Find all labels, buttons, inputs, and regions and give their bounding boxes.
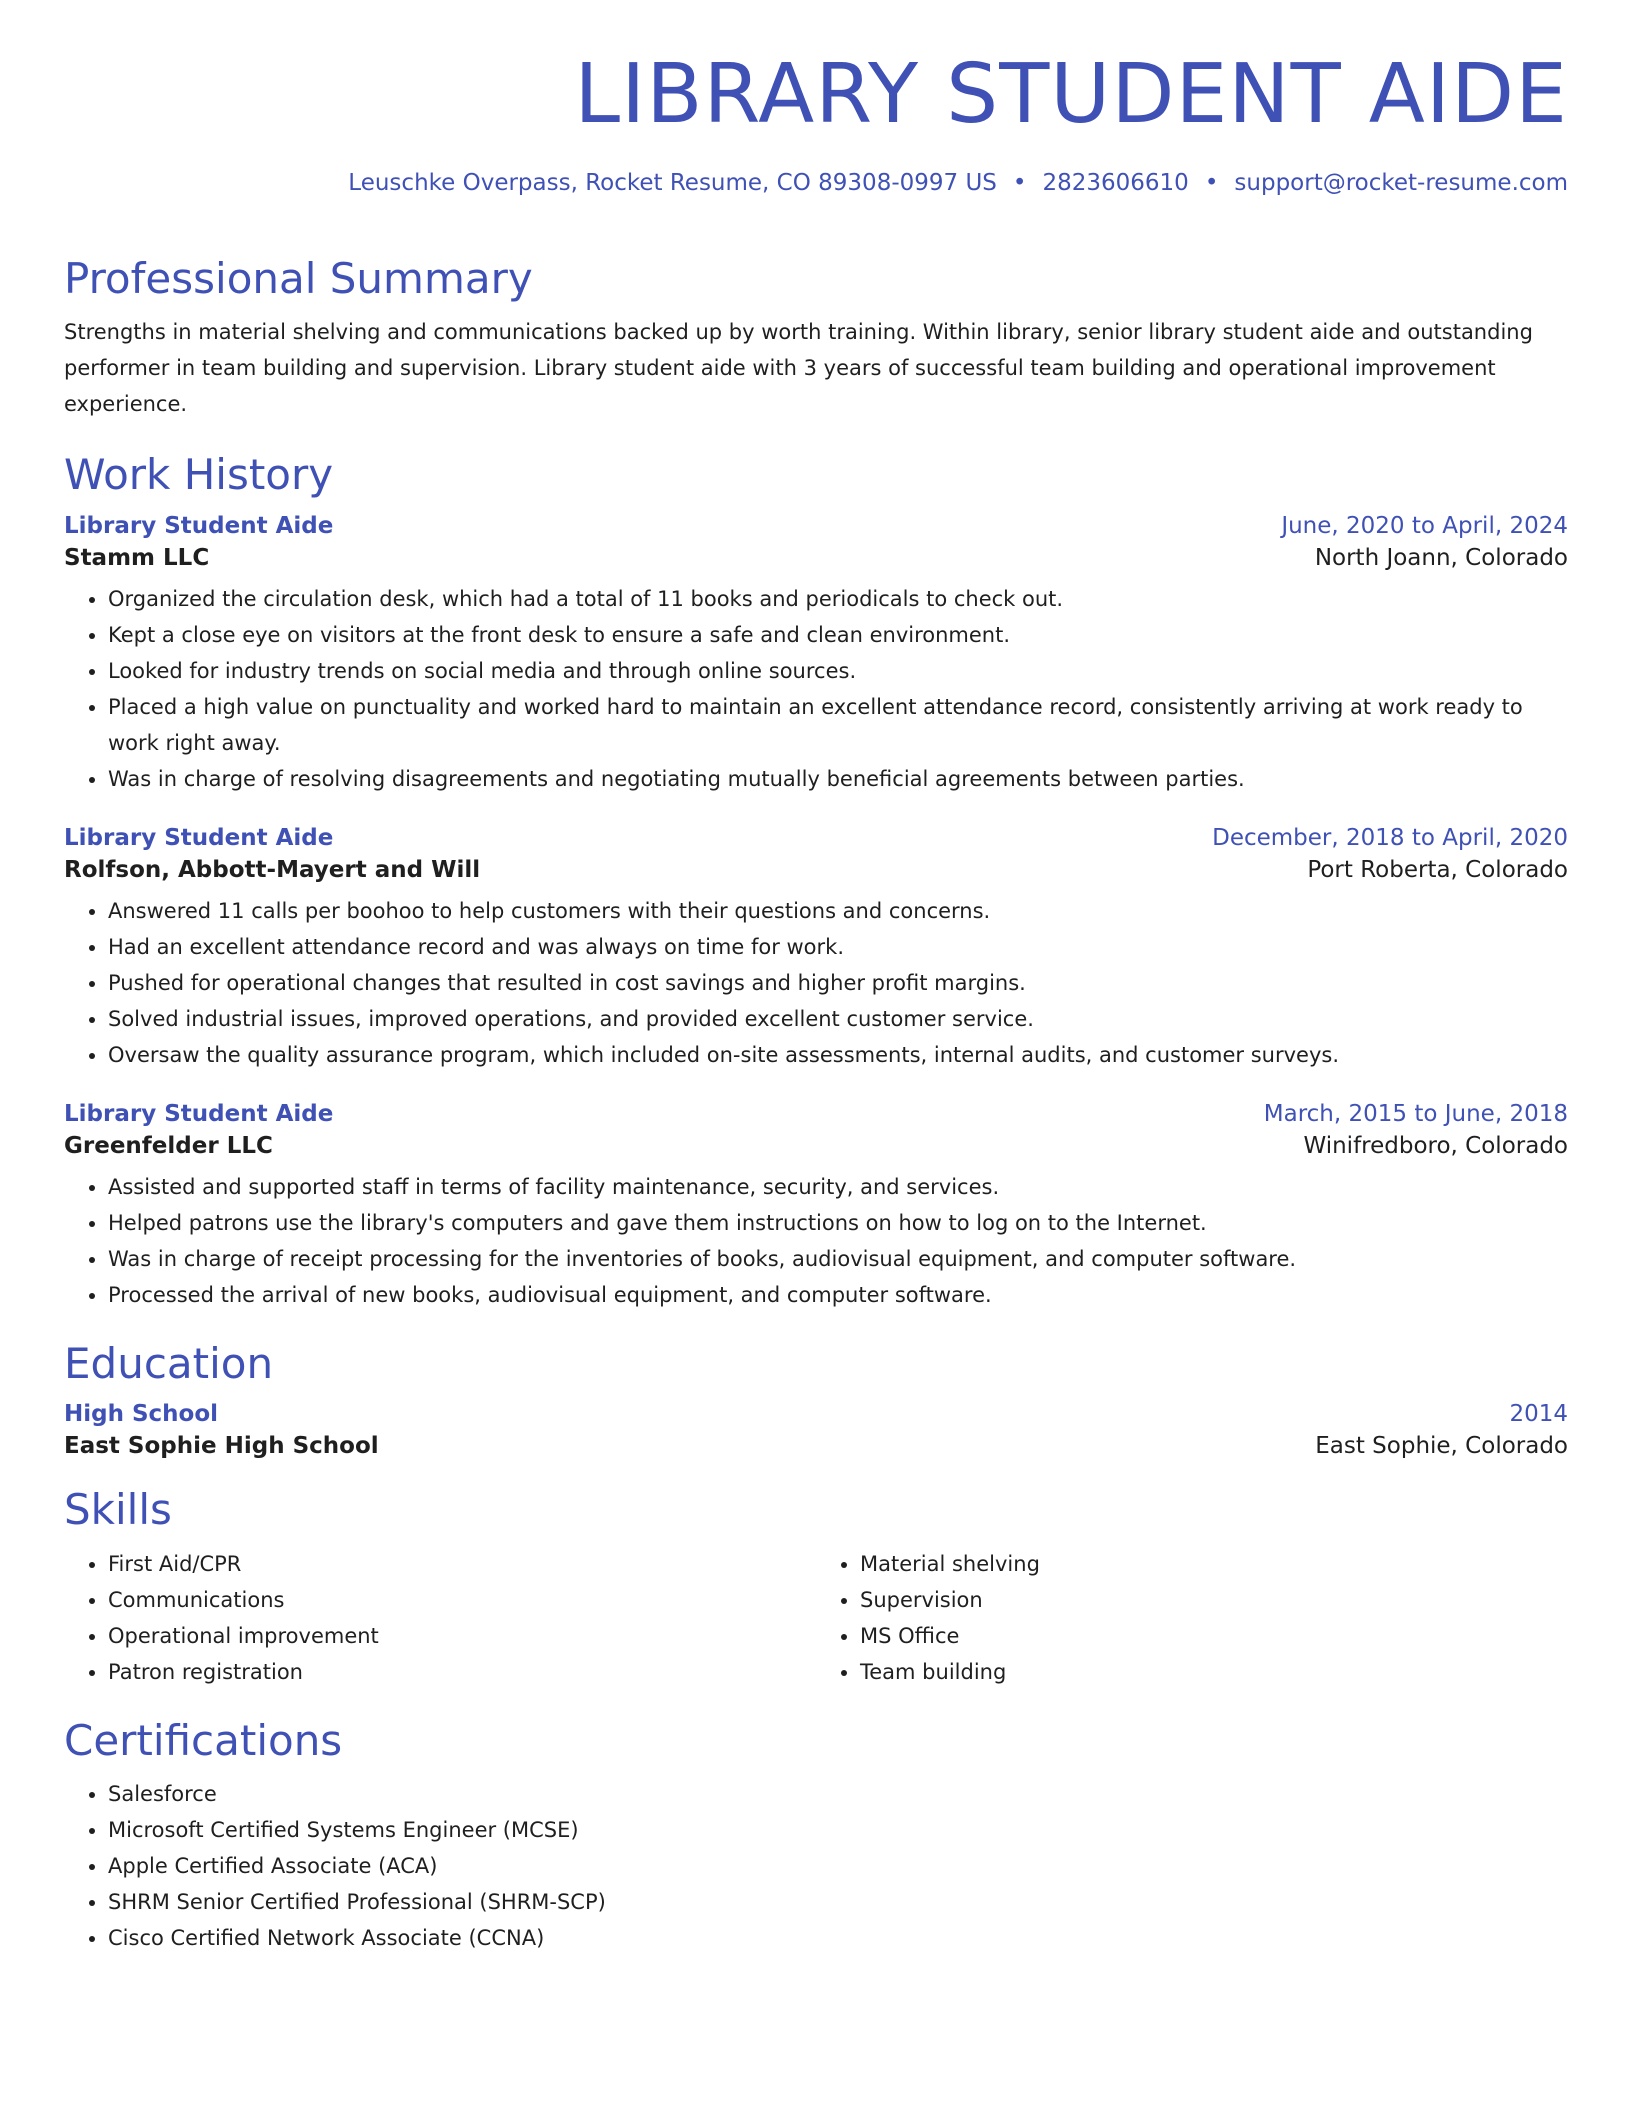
section-title-work-history: Work History <box>64 450 334 500</box>
education-location: East Sophie, Colorado <box>1315 1433 1568 1460</box>
education-year: 2014 <box>1509 1401 1568 1428</box>
list-item: • Material shelving <box>860 1546 1568 1582</box>
section-title-skills: Skills <box>64 1485 172 1535</box>
list-item: • Apple Certified Associate (ACA) <box>108 1848 1568 1884</box>
education-school: East Sophie High School <box>64 1433 379 1460</box>
list-item: • Operational improvement <box>108 1618 816 1654</box>
list-item: • Solved industrial issues, improved operations, and provided excellent customer service. <box>108 1001 1568 1037</box>
job-bullets <box>64 581 1568 797</box>
list-item: • Organized the circulation desk, which had a total of 11 books and periodicals to check out. <box>108 581 1568 617</box>
job-entry <box>64 825 1568 1073</box>
skills-list-right <box>816 1546 1568 1690</box>
contact-phone: 2823606610 <box>1042 170 1189 197</box>
list-item: • First Aid/CPR <box>108 1546 816 1582</box>
job-role: Library Student Aide <box>64 1100 334 1127</box>
education-entry <box>64 1401 1568 1459</box>
job-bullets <box>64 893 1568 1073</box>
list-item: • SHRM Senior Certified Professional (SHRM-SCP) <box>108 1884 1568 1920</box>
contact-email[interactable]: support@rocket-resume.com <box>1234 170 1568 197</box>
contact-line <box>64 170 1568 196</box>
resume-header <box>64 0 1568 196</box>
job-company: Stamm LLC <box>64 544 210 571</box>
skills-grid <box>64 1536 1568 1690</box>
job-company: Greenfelder LLC <box>64 1132 273 1159</box>
job-entry <box>64 513 1568 797</box>
section-title-certifications: Certifications <box>64 1715 343 1765</box>
list-item: • Assisted and supported staff in terms of facility maintenance, security, and services. <box>108 1169 1568 1205</box>
contact-separator: • <box>1012 170 1027 197</box>
job-bullets <box>64 1169 1568 1313</box>
list-item: • Microsoft Certified Systems Engineer (MCSE) <box>108 1812 1568 1848</box>
job-role: Library Student Aide <box>64 512 334 539</box>
job-entry <box>64 1101 1568 1313</box>
list-item: • Supervision <box>860 1582 1568 1618</box>
summary-text: Strengths in material shelving and communications backed up by worth training. Within library, senior library student aide and outstanding performer in team building and supervision. Library student aide with 3 years of successful team building and operational improvement experience. <box>64 320 1533 417</box>
certifications-list <box>64 1776 1568 1956</box>
job-location: Winifredboro, Colorado <box>1303 1132 1568 1159</box>
section-title-summary: Professional Summary <box>64 254 533 304</box>
job-location: North Joann, Colorado <box>1314 544 1568 571</box>
section-title-education: Education <box>64 1338 274 1388</box>
list-item: • Had an excellent attendance record and was always on time for work. <box>108 929 1568 965</box>
list-item: • Pushed for operational changes that resulted in cost savings and higher profit margins. <box>108 965 1568 1001</box>
skills-list-left <box>64 1546 816 1690</box>
list-item: • Oversaw the quality assurance program, which included on-site assessments, internal audits, and customer surveys. <box>108 1037 1568 1073</box>
job-company: Rolfson, Abbott-Mayert and Will <box>64 856 481 883</box>
list-item: • Processed the arrival of new books, audiovisual equipment, and computer software. <box>108 1277 1568 1313</box>
list-item: • Cisco Certified Network Associate (CCNA) <box>108 1920 1568 1956</box>
list-item: • MS Office <box>860 1618 1568 1654</box>
candidate-name: LIBRARY STUDENT AIDE <box>574 47 1568 142</box>
list-item: • Looked for industry trends on social media and through online sources. <box>108 653 1568 689</box>
job-dates: June, 2020 to April, 2024 <box>1281 512 1568 539</box>
list-item: • Was in charge of receipt processing for the inventories of books, audiovisual equipment, and computer software. <box>108 1241 1568 1277</box>
list-item: • Salesforce <box>108 1776 1568 1812</box>
job-dates: March, 2015 to June, 2018 <box>1263 1100 1568 1127</box>
contact-address: Leuschke Overpass, Rocket Resume, CO 89308-0997 US <box>348 170 997 197</box>
list-item: • Was in charge of resolving disagreements and negotiating mutually beneficial agreements between parties. <box>108 761 1568 797</box>
contact-separator: • <box>1204 170 1219 197</box>
job-role: Library Student Aide <box>64 824 334 851</box>
job-location: Port Roberta, Colorado <box>1307 856 1568 883</box>
list-item: • Helped patrons use the library's computers and gave them instructions on how to log on to the Internet. <box>108 1205 1568 1241</box>
list-item: • Answered 11 calls per boohoo to help customers with their questions and concerns. <box>108 893 1568 929</box>
list-item: • Communications <box>108 1582 816 1618</box>
list-item: • Team building <box>860 1654 1568 1690</box>
list-item: • Patron registration <box>108 1654 816 1690</box>
job-dates: December, 2018 to April, 2020 <box>1212 824 1568 851</box>
list-item: • Placed a high value on punctuality and worked hard to maintain an excellent attendance record, consistently arriving at work ready to work right away. <box>108 689 1568 761</box>
education-degree: High School <box>64 1401 219 1428</box>
list-item: • Kept a close eye on visitors at the front desk to ensure a safe and clean environment. <box>108 617 1568 653</box>
